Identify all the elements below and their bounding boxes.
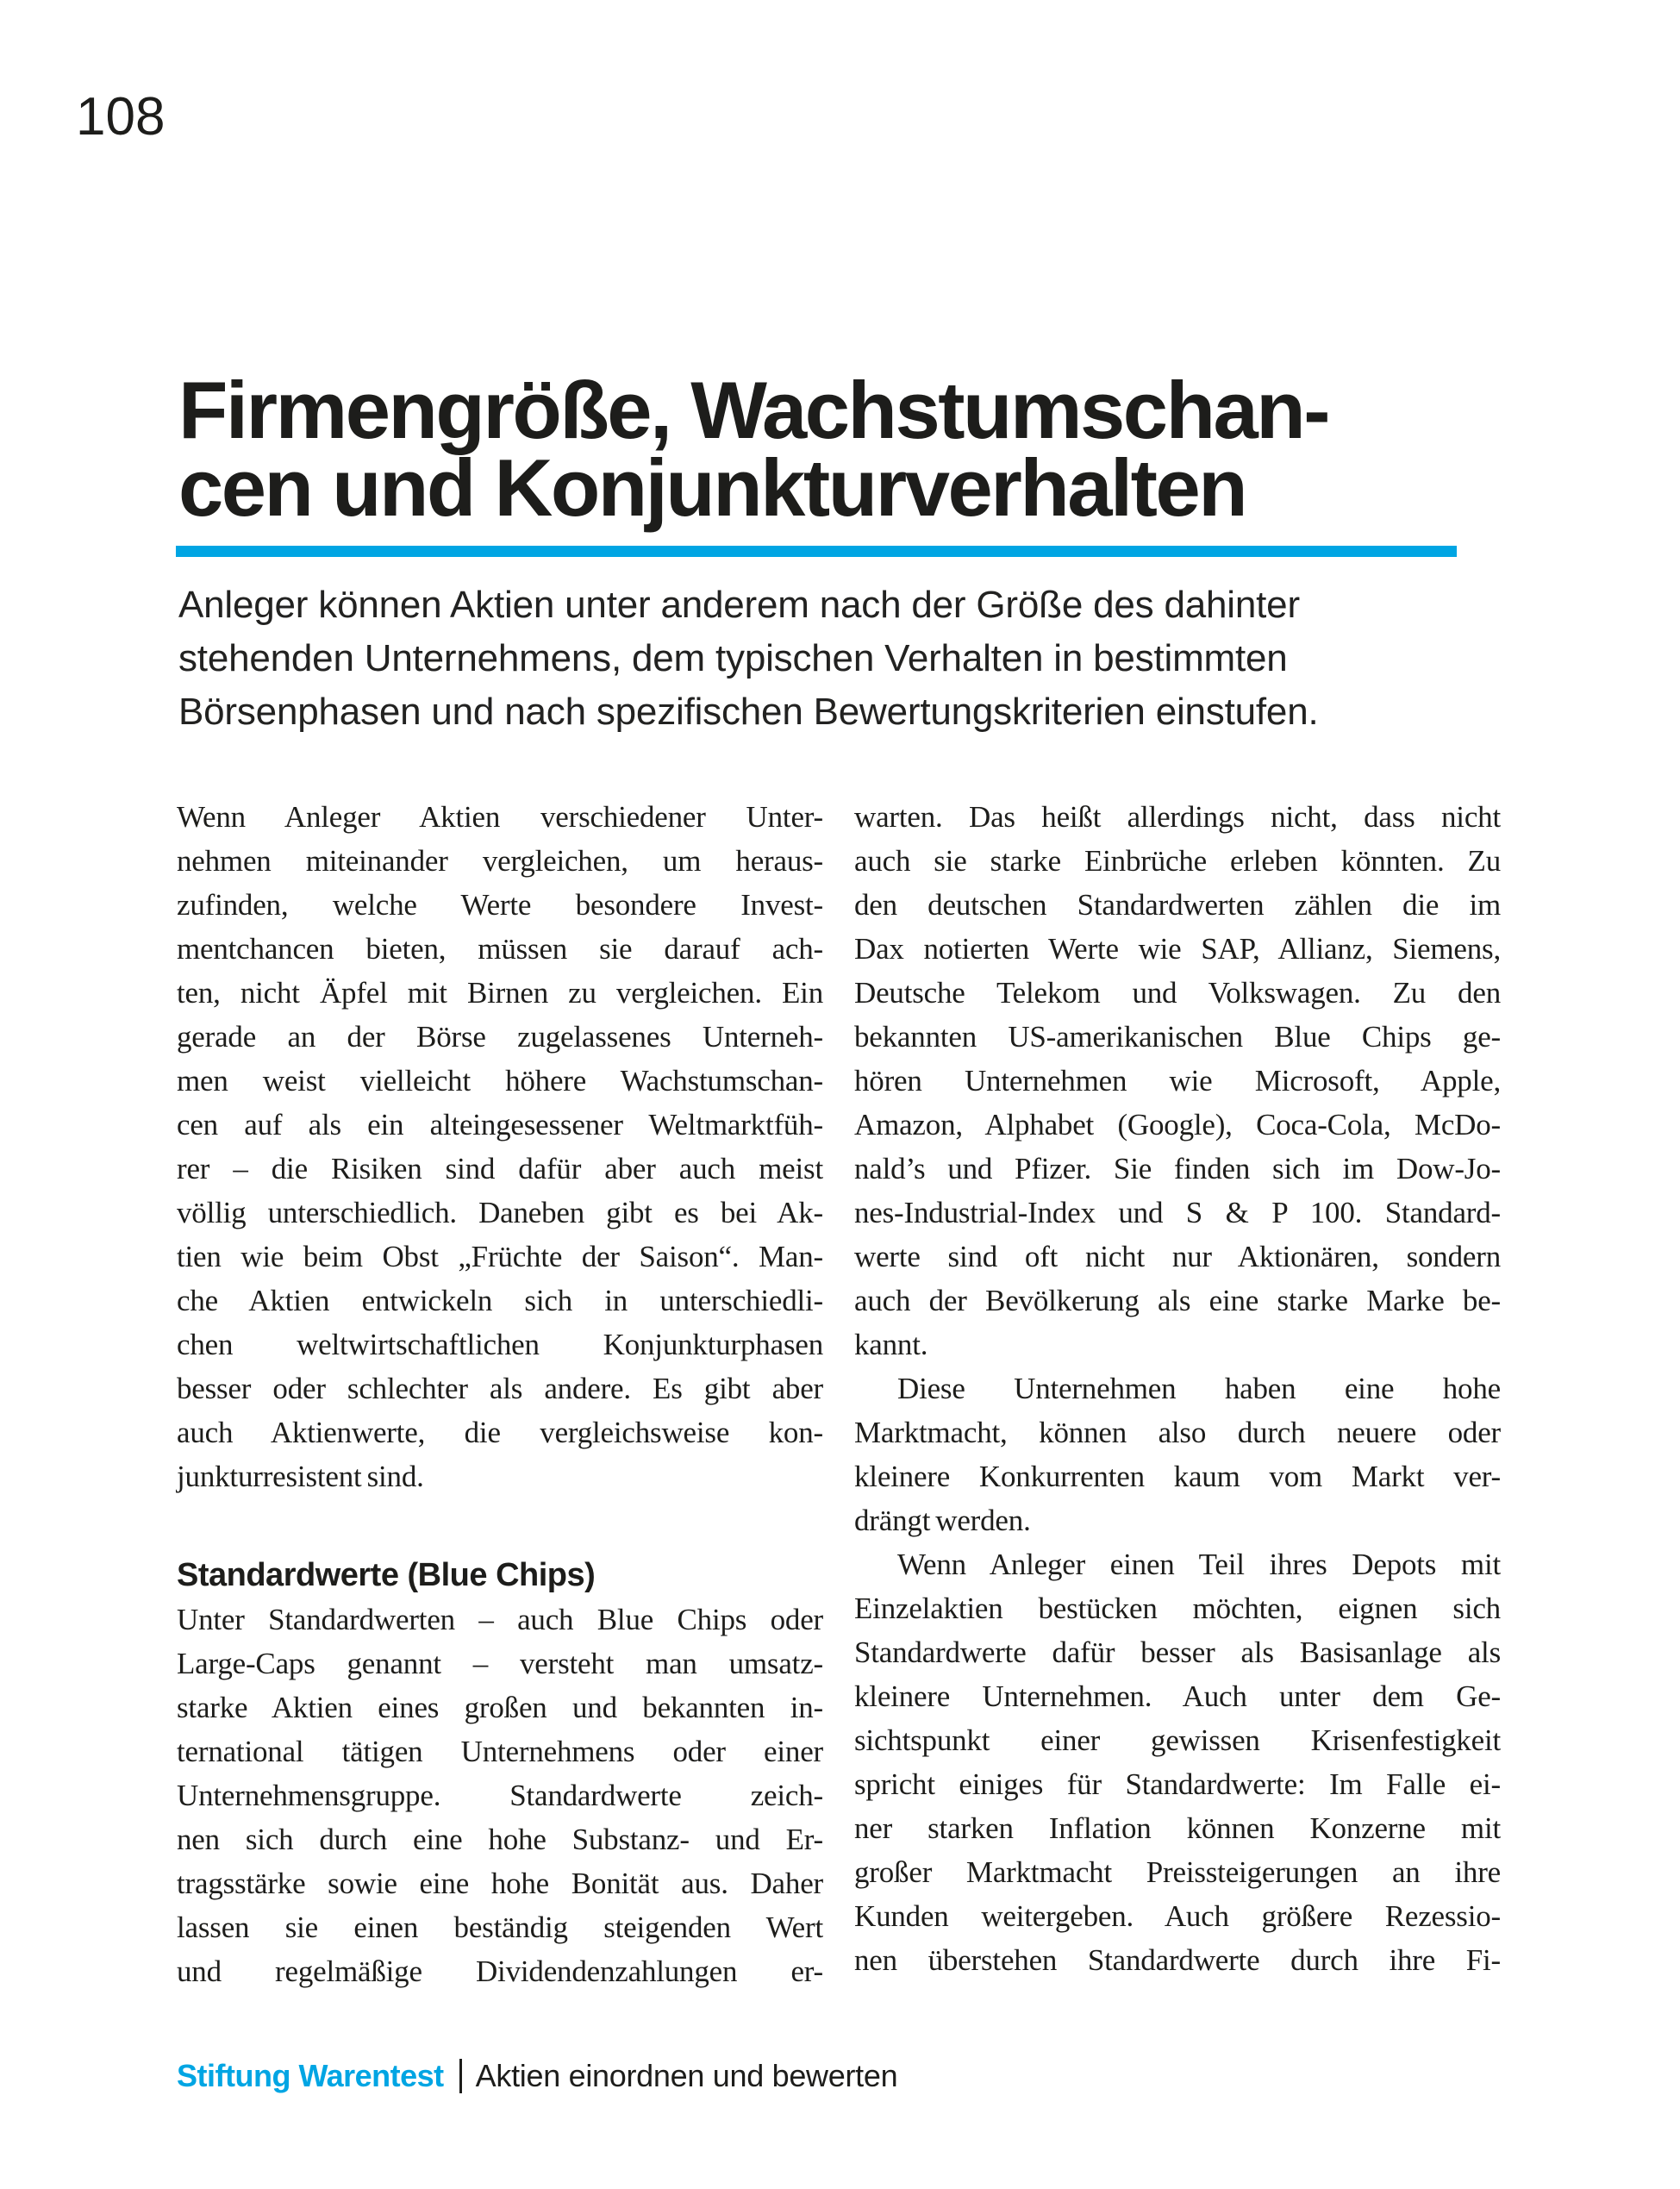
page-number: 108 (76, 87, 166, 147)
body-line: hören Unternehmen wie Microsoft, Apple, (854, 1064, 1501, 1098)
paragraph (177, 1598, 823, 1993)
article-title (178, 365, 1329, 533)
body-line: men weist vielleicht höhere Wachstumschan- (177, 1064, 823, 1098)
page-footer (177, 2057, 897, 2095)
body-line: Einzelaktien bestücken möchten, eignen sich (854, 1592, 1501, 1625)
body-line: Standardwerte dafür besser als Basisanlage als (854, 1635, 1501, 1669)
body-line: den deutschen Standardwerten zählen die im (854, 888, 1501, 922)
body-line: Unternehmensgruppe. Standardwerte zeich- (177, 1779, 823, 1812)
body-line: ten, nicht Äpfel mit Birnen zu vergleichen. Ein (177, 976, 823, 1010)
body-line: auch Aktienwerte, die vergleichsweise kon- (177, 1416, 823, 1449)
body-line: ner starken Inflation können Konzerne mit (854, 1811, 1501, 1845)
body-line: großer Marktmacht Preissteigerungen an ihre (854, 1855, 1501, 1889)
footer-separator-rule (459, 2059, 462, 2093)
lead-line-3: Börsenphasen und nach spezifischen Bewertungskriterien einstufen. (178, 691, 1319, 733)
body-line: rer – die Risiken sind dafür aber auch meist (177, 1152, 823, 1185)
body-line: auch der Bevölkerung als eine starke Marke be- (854, 1284, 1501, 1317)
body-line: nald’s und Pfizer. Sie finden sich im Dow-Jo- (854, 1152, 1501, 1185)
body-line: auch sie starke Einbrüche erleben könnten. Zu (854, 844, 1501, 878)
body-line: spricht einiges für Standardwerte: Im Falle ei- (854, 1767, 1501, 1801)
body-line: werte sind oft nicht nur Aktionären, sondern (854, 1240, 1501, 1273)
body-line: tien wie beim Obst „Früchte der Saison“. Man- (177, 1240, 823, 1273)
body-line: nehmen miteinander vergleichen, um heraus- (177, 844, 823, 878)
body-line: junkturresistent sind. (177, 1460, 424, 1493)
body-line: ternational tätigen Unternehmens oder einer (177, 1735, 823, 1768)
body-line: Diese Unternehmen haben eine hohe (897, 1372, 1501, 1405)
body-line: Kunden weitergeben. Auch größere Rezessio- (854, 1899, 1501, 1933)
body-line: völlig unterschiedlich. Daneben gibt es bei Ak- (177, 1196, 823, 1229)
body-line: Unter Standardwerten – auch Blue Chips oder (177, 1603, 823, 1636)
lead-line-2: stehenden Unternehmens, dem typischen Verhalten in bestimmten (178, 637, 1288, 679)
body-line: sichtspunkt einer gewissen Krisenfestigkeit (854, 1723, 1501, 1757)
body-line: Amazon, Alphabet (Google), Coca-Cola, McDo- (854, 1108, 1501, 1141)
column-right (854, 795, 1501, 1993)
column-left (177, 795, 823, 1993)
body-line: Deutsche Telekom und Volkswagen. Zu den (854, 976, 1501, 1010)
body-line: cen auf als ein alteingesessener Weltmarktfüh- (177, 1108, 823, 1141)
paragraph (854, 1542, 1501, 1982)
footer-brand: Stiftung Warentest (177, 2058, 444, 2093)
body-line: drängt werden. (854, 1504, 1031, 1537)
body-line: zufinden, welche Werte besondere Invest- (177, 888, 823, 922)
body-line: kleinere Unternehmen. Auch unter dem Ge- (854, 1679, 1501, 1713)
body-line: chen weltwirtschaftlichen Konjunkturphasen (177, 1328, 823, 1361)
body-line: lassen sie einen beständig steigenden Wert (177, 1911, 823, 1944)
article-title-line-2: cen und Konjunkturverhalten (178, 442, 1246, 533)
body-line: nen überstehen Standardwerte durch ihre Fi- (854, 1943, 1501, 1977)
body-line: mentchancen bieten, müssen sie darauf ach- (177, 932, 823, 966)
body-line: Wenn Anleger Aktien verschiedener Unter- (177, 800, 823, 834)
body-line: Dax notierten Werte wie SAP, Allianz, Siemens, (854, 932, 1501, 966)
body-line: nen sich durch eine hohe Substanz- und Er- (177, 1823, 823, 1856)
subheading: Standardwerte (Blue Chips) (177, 1557, 596, 1593)
body-line: nes-Industrial-Index und S & P 100. Standard- (854, 1196, 1501, 1229)
body-line: gerade an der Börse zugelassenes Unterneh- (177, 1020, 823, 1054)
body-line: kleinere Konkurrenten kaum vom Markt ver- (854, 1460, 1501, 1493)
paragraph (177, 795, 823, 1498)
body-line: kannt. (854, 1328, 928, 1361)
lead-paragraph (178, 579, 1319, 739)
body-columns (177, 795, 1502, 1993)
footer-section-title: Aktien einordnen und bewerten (475, 2058, 898, 2093)
body-line: tragsstärke sowie eine hohe Bonität aus. Daher (177, 1867, 823, 1900)
article-title-line-1: Firmengröße, Wachstumschan- (178, 365, 1329, 455)
body-line: und regelmäßige Dividendenzahlungen er- (177, 1954, 823, 1988)
body-line: starke Aktien eines großen und bekannten in- (177, 1691, 823, 1724)
body-line: Large-Caps genannt – versteht man umsatz- (177, 1647, 823, 1680)
body-line: bekannten US-amerikanischen Blue Chips ge- (854, 1020, 1501, 1054)
paragraph (854, 1367, 1501, 1542)
paragraph (854, 795, 1501, 1367)
lead-line-1: Anleger können Aktien unter anderem nach der Größe des dahinter (178, 584, 1300, 626)
accent-rule (176, 546, 1457, 557)
body-line: warten. Das heißt allerdings nicht, dass nicht (854, 800, 1501, 834)
body-line: che Aktien entwickeln sich in unterschiedli- (177, 1284, 823, 1317)
body-line: Wenn Anleger einen Teil ihres Depots mit (897, 1548, 1501, 1581)
body-line: besser oder schlechter als andere. Es gibt aber (177, 1372, 823, 1405)
body-line: Marktmacht, können also durch neuere oder (854, 1416, 1501, 1449)
